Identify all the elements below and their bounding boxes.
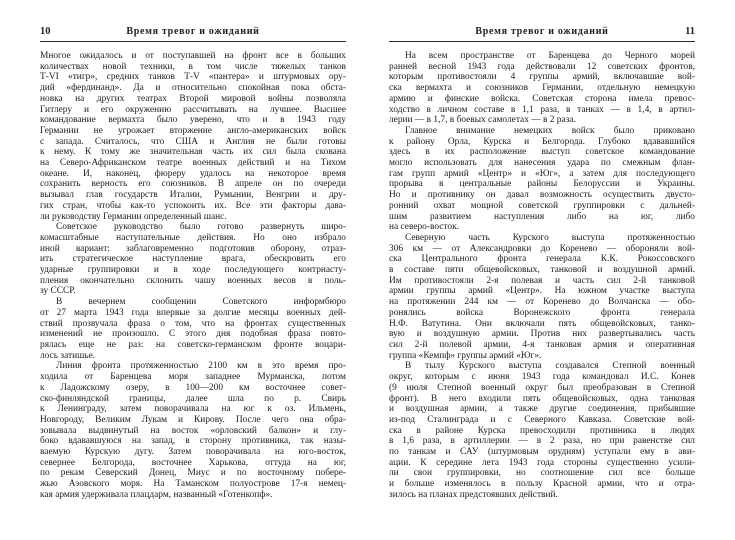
running-title: Время тревог и ожиданий (126, 26, 260, 37)
page-left (40, 26, 346, 501)
text-line: новка на других театрах Второй мировой войны позволяла (40, 93, 346, 104)
text-line: ска в районе Курска превосходили противника в людях (389, 425, 695, 436)
text-line: вызывал глав государств Италии, Румынии, Венгрии и дру- (40, 190, 346, 201)
text-line: по танкам и САУ (штурмовым орудиям) уступали ему в ави- (389, 447, 695, 458)
text-line: Т-VI «тигр», средних танков Т-V «пантера» и штурмовых ору- (40, 72, 346, 83)
text-line: изменений не произошло. С этого дня подобная фраза повто- (40, 329, 346, 340)
text-line: армии группы армий «Центр». На южном участке выступа (389, 286, 695, 297)
text-line: с запада. Считалось, что США и Англия не были готовы (40, 136, 346, 147)
text-line: ска Центрального фронта генерала К.К. Рокоссовского (389, 254, 695, 265)
text-line: ации. К середине лета 1943 года стороны существенно усили- (389, 457, 695, 468)
text-line: ранней весной 1943 года действовали 12 советских фронтов, (389, 61, 695, 72)
text-line: гам групп армий «Центр» и «Юг», а затем для последующего (389, 168, 695, 179)
text-line: Линия фронта протяженностью 2100 км в это время про- (56, 361, 346, 372)
text-line: кая армия удерживала плацдарм, названный «Готенкопф». (40, 489, 273, 500)
page-header (40, 26, 346, 42)
text-line: ходила от Баренцева моря западнее Мурманска, потом (40, 372, 346, 383)
text-line: ходство в личном составе в 1,1 раза, в танках — в 1,4, в артил- (389, 104, 695, 115)
text-line: ить стратегическое наступление врага, обескровить его (40, 254, 346, 265)
text-line: сил 2-й полевой армии, 4-я танковая армия и оперативная (389, 339, 695, 350)
text-line: боко вдававшуюся на запад, в сторону противника, так назы- (40, 436, 346, 447)
text-line: из-под Сталинграда и с Северного Кавказа. Советские вой- (389, 414, 695, 425)
page-number: 10 (40, 26, 51, 37)
text-line: количествах новой техники, в том числе тяжелых танков (40, 61, 346, 72)
page-body (389, 51, 695, 501)
text-line: зу СССР. (40, 286, 76, 297)
text-line: В вечернем сообщении Советского информбюро (56, 297, 346, 308)
text-line: ваемую Курскую дугу. Затем поворачивала на юго-восток, (40, 447, 346, 458)
text-line: Северную часть Курского выступа протяженностью (405, 232, 695, 243)
text-line: ударные группировки и в ходе последующего контрнасту- (40, 265, 346, 276)
text-line: на Северо-Африканском театре военных действий и на Тихом (40, 158, 346, 169)
text-line: округ, которым с июня 1943 года командовал И.С. Конев (389, 372, 695, 383)
text-line: 306 км — от Александровки до Коренево — обороняли вой- (389, 243, 695, 254)
text-line: и воздушная армии, а также другие соединения, прибывшие (389, 404, 695, 415)
text-line: от 27 марта 1943 года впервые за долгие месяцы военных дей- (40, 307, 346, 318)
page-header (389, 26, 695, 42)
text-line: ли свои группировки, но соотношение сил все больше (389, 468, 695, 479)
text-line: гих стран, чтобы как-то успокоить их. Все эти факторы дава- (40, 200, 346, 211)
text-line: лерии — в 1,7, в боевых самолетах — в 2 раза. (389, 115, 576, 126)
text-line: зилось на планах предстоявших действий. (389, 489, 558, 500)
page-body (40, 51, 346, 501)
text-line: океане. И, наконец, фюреру удалось на некоторое время (40, 168, 346, 179)
text-line: ронялись войска Воронежского фронта генерала (389, 307, 695, 318)
text-line: Многое ожидалось и от поступавшей на фронт все в больших (40, 51, 346, 61)
text-line: фронт). В него входили пять общевойсковых, одна танковая (389, 393, 695, 404)
text-line: к Ленинграду, затем поворачивала на юг к оз. Ильмень, (40, 404, 346, 415)
text-line: иной вариант: заблаговременно подготовив оборону, отраз- (40, 243, 346, 254)
text-line: зовывала выдвинутый на восток «орловский балкон» и глу- (40, 425, 346, 436)
text-line: Н.Ф. Ватутина. Они включали пять общевойсковых, танко- (389, 318, 695, 329)
text-line: рялась еще не раз: на советско-германском фронте воцари- (40, 339, 346, 350)
page-number: 11 (685, 26, 695, 37)
text-line: к нему. К тому же значительная часть их сил была скована (40, 147, 346, 158)
text-line: и больше изменялось в пользу Красной армии, что и отра- (389, 479, 695, 490)
text-line: ско-финляндской границы, далее шла по р. Свирь (40, 393, 346, 404)
text-line: ска вермахта и союзников Германии, отдельную немецкую (389, 83, 695, 94)
text-line: Но и противнику он давал возможность осуществить двусто- (389, 190, 695, 201)
text-line: В тылу Курского выступа создавался Степной военный (405, 361, 695, 372)
text-line: комасштабные наступательные действия. Но оно избрало (40, 232, 346, 243)
text-line: (9 июля Степной военный округ был преобразован в Степной (389, 382, 695, 393)
text-line: прорыва в центральные районы Белоруссии и Украины. (389, 179, 695, 190)
text-line: на протяжении 244 км — от Коренево до Волчанска — обо- (389, 297, 695, 308)
text-line: жью Азовского моря. На Таманском полуострове 17-я немец- (40, 479, 346, 490)
text-line: сохранить верность его союзников. В апреле он по очереди (40, 179, 346, 190)
text-line: ствий прозвучала фраза о том, что на фронтах существенных (40, 318, 346, 329)
text-line: Советское руководство было готово развернуть широ- (56, 222, 346, 233)
text-line: ли руководству Германии определенный шанс. (40, 211, 227, 222)
text-line: на северо-восток. (389, 222, 459, 233)
text-line: Им противостояли 2-я полевая и часть сил 2-й танковой (389, 275, 695, 286)
text-line: севернее Белгорода, восточнее Харькова, оттуда на юг, (40, 457, 346, 468)
text-line: командование вермахта было уверено, что и в 1943 году (40, 115, 346, 126)
page-right (389, 26, 695, 501)
text-line: Главное внимание немецких войск было приковано (405, 125, 695, 136)
text-line: Гитлеру и его окружению рассчитывать на лучшее. Высшее (40, 104, 346, 115)
text-line: ронний охват мощной советской группировки с дальней- (389, 200, 695, 211)
text-line: дий «фердинанд». Да и относительно спокойная пока обста- (40, 83, 346, 94)
text-line: пления окончательно склонить чашу военных весов в поль- (40, 275, 346, 286)
text-line: Новгороду, Великим Лукам и Кирову. После чего она обра- (40, 414, 346, 425)
text-line: здесь в их расположение выступ советское командование (389, 147, 695, 158)
text-line: Германии не угрожает вторжение англо-американских войск (40, 125, 346, 136)
text-line: армию и финские войска. Советская сторона имела превос- (389, 93, 695, 104)
text-line: На всем пространстве от Баренцева до Черного морей (405, 51, 695, 61)
text-line: в составе пяти общевойсковых, танковой и воздушной армий. (389, 265, 695, 276)
text-line: могло использовать для нанесения удара по смежным флан- (389, 158, 695, 169)
text-line: шим развитием наступления либо на юг, либо (389, 211, 695, 222)
text-line: вую и воздушную армии. Против них развертывались часть (389, 329, 695, 340)
running-title: Время тревог и ожиданий (475, 26, 609, 37)
text-line: к району Орла, Курска и Белгорода. Глубоко вдававшийся (389, 136, 695, 147)
text-line: которым противостояли 4 группы армий, включавшие вой- (389, 72, 695, 83)
text-line: в 1,6 раза, в артиллерии — в 2 раза, но при равенстве сил (389, 436, 695, 447)
text-line: по рекам Северский Донец, Миус и по восточному побере- (40, 468, 346, 479)
text-line: лось затишье. (40, 350, 96, 361)
text-line: группа «Кемпф» группы армий «Юг». (389, 350, 542, 361)
text-line: к Ладожскому озеру, в 100—200 км восточнее совет- (40, 382, 346, 393)
